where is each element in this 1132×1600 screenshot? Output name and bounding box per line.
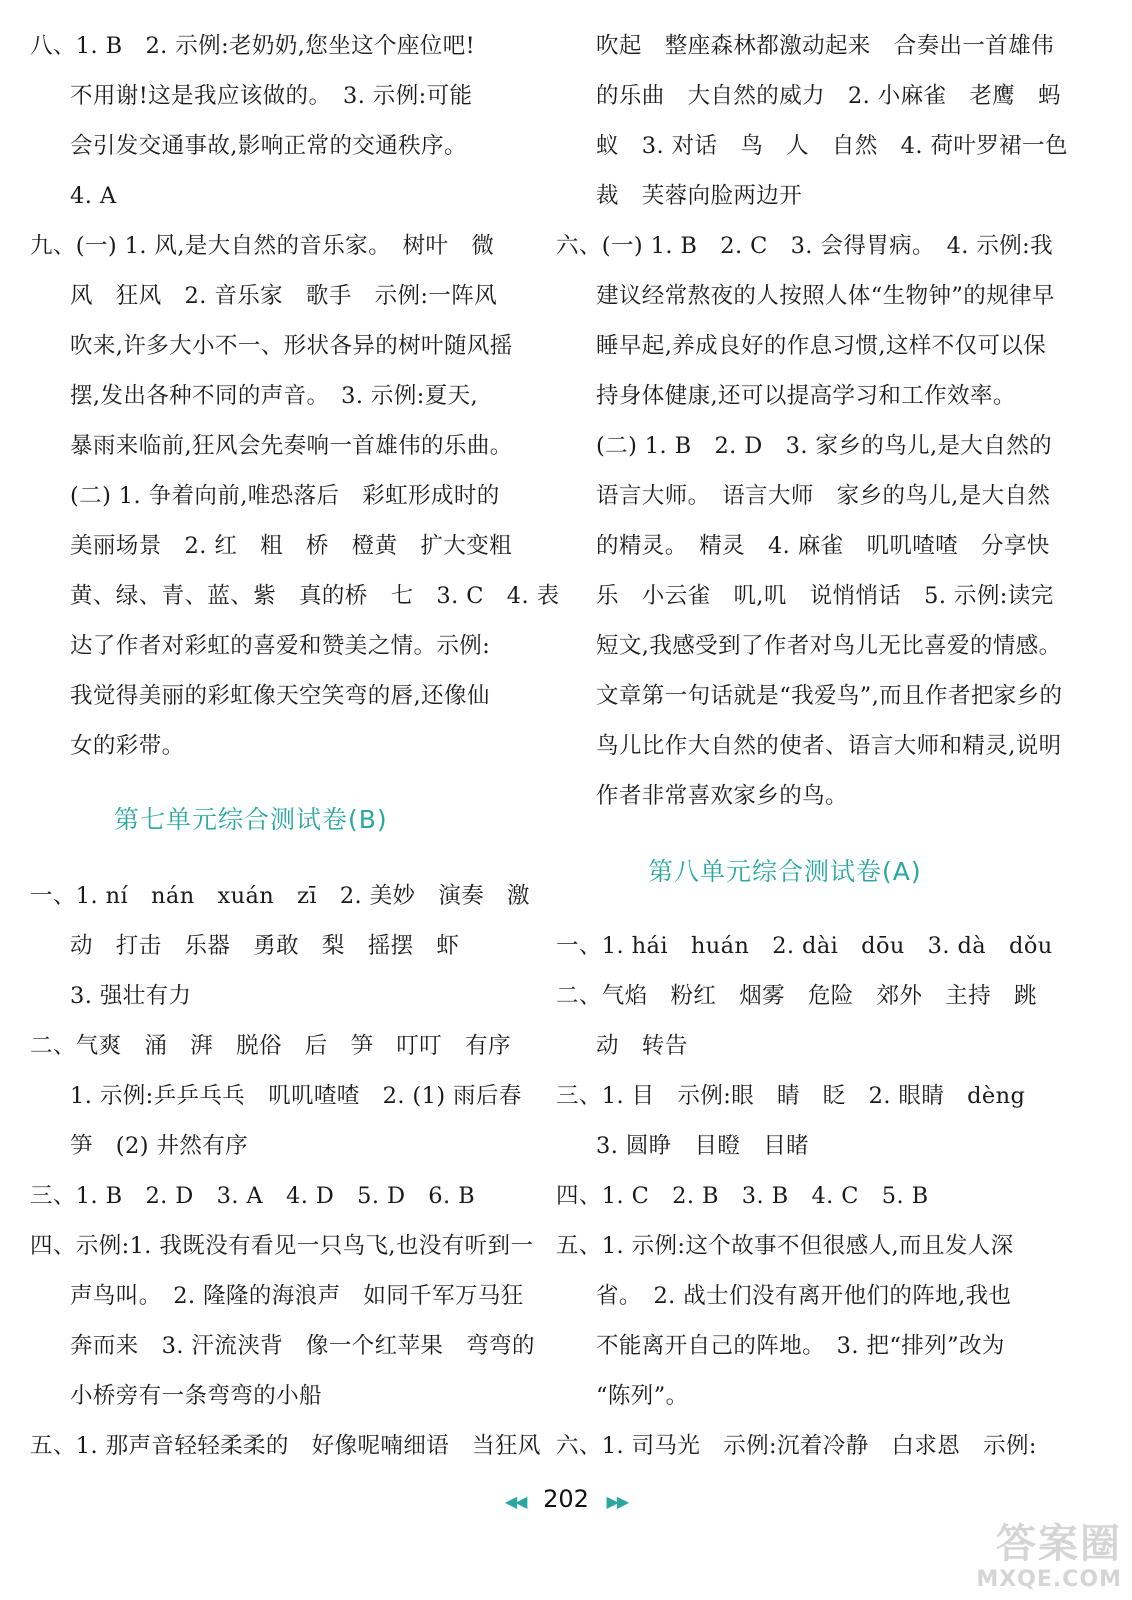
text-line: 持身体健康,还可以提高学习和工作效率。 xyxy=(596,383,1016,409)
text-line: 我觉得美丽的彩虹像天空笑弯的唇,还像仙 xyxy=(70,683,490,709)
text-line: 蚁 3. 对话 鸟 人 自然 4. 荷叶罗裙一色 xyxy=(596,133,1068,159)
text-line: 风 狂风 2. 音乐家 歌手 示例:一阵风 xyxy=(70,283,498,309)
text-line: 六、(一) 1. B 2. C 3. 会得胃病。 4. 示例:我 xyxy=(556,233,1054,259)
text-line: 美丽场景 2. 红 粗 桥 橙黄 扩大变粗 xyxy=(70,533,513,559)
text-line: 摆,发出各种不同的声音。 3. 示例:夏天, xyxy=(70,383,479,409)
watermark-top-text: 答案圈 xyxy=(996,1521,1122,1567)
text-line: 4. A xyxy=(70,183,117,209)
text-line: 鸟儿比作大自然的使者、语言大师和精灵,说明 xyxy=(596,733,1062,759)
prev-arrows-icon: ◀◀ xyxy=(504,1492,526,1511)
text-line: 小桥旁有一条弯弯的小船 xyxy=(70,1383,322,1409)
text-line: (二) 1. B 2. D 3. 家乡的鸟儿,是大自然的 xyxy=(596,433,1052,459)
section-heading-unit8-a: 第八单元综合测试卷(A) xyxy=(648,857,922,886)
text-line: 声鸟叫。 2. 隆隆的海浪声 如同千军万马狂 xyxy=(70,1283,524,1309)
text-line: 黄、绿、青、蓝、紫 真的桥 七 3. C 4. 表 xyxy=(70,583,560,609)
text-line: 笋 (2) 井然有序 xyxy=(70,1133,249,1159)
text-line: 女的彩带。 xyxy=(70,733,185,759)
text-line: 3. 强壮有力 xyxy=(70,983,192,1009)
text-line: 一、1. hái huán 2. dài dōu 3. dà dǒu xyxy=(556,933,1053,959)
text-line: 语言大师。 语言大师 家乡的鸟儿,是大自然 xyxy=(596,483,1051,509)
text-line: 乐 小云雀 叽,叽 说悄悄话 5. 示例:读完 xyxy=(596,583,1054,609)
text-line: 二、气焰 粉红 烟雾 危险 郊外 主持 跳 xyxy=(556,983,1037,1009)
text-line: 文章第一句话就是“我爱鸟”,而且作者把家乡的 xyxy=(596,683,1063,709)
text-line: 四、示例:1. 我既没有看见一只鸟飞,也没有听到一 xyxy=(30,1233,534,1259)
text-line: 短文,我感受到了作者对鸟儿无比喜爱的情感。 xyxy=(596,633,1062,659)
text-line: “陈列”。 xyxy=(596,1383,689,1409)
text-line: 三、1. B 2. D 3. A 4. D 5. D 6. B xyxy=(30,1183,476,1209)
text-line: 不能离开自己的阵地。 3. 把“排列”改为 xyxy=(596,1333,1005,1359)
text-line: 奔而来 3. 汗流浃背 像一个红苹果 弯弯的 xyxy=(70,1333,535,1359)
text-line: 裁 芙蓉向脸两边开 xyxy=(596,183,803,209)
text-line: 八、1. B 2. 示例:老奶奶,您坐这个座位吧! xyxy=(30,33,476,59)
watermark-logo xyxy=(952,1512,1122,1592)
text-line: 1. 示例:乒乒乓乓 叽叽喳喳 2. (1) 雨后春 xyxy=(70,1083,522,1109)
text-line: 的精灵。 精灵 4. 麻雀 叽叽喳喳 分享快 xyxy=(596,533,1050,559)
next-arrows-icon: ▶▶ xyxy=(606,1492,628,1511)
text-line: 五、1. 那声音轻轻柔柔的 好像呢喃细语 当狂风 xyxy=(30,1433,541,1459)
text-line: 吹来,许多大小不一、形状各异的树叶随风摇 xyxy=(70,333,513,359)
text-line: 省。 2. 战士们没有离开他们的阵地,我也 xyxy=(596,1283,1012,1309)
text-line: 建议经常熬夜的人按照人体“生物钟”的规律早 xyxy=(596,283,1055,309)
text-line: 会引发交通事故,影响正常的交通秩序。 xyxy=(70,133,467,159)
text-line: 五、1. 示例:这个故事不但很感人,而且发人深 xyxy=(556,1233,1014,1259)
text-line: 不用谢!这是我应该做的。 3. 示例:可能 xyxy=(70,83,473,109)
text-line: 三、1. 目 示例:眼 睛 眨 2. 眼睛 dèng xyxy=(556,1083,1026,1109)
section-heading-unit7-b: 第七单元综合测试卷(B) xyxy=(114,805,388,834)
text-line: 二、气爽 涌 湃 脱俗 后 笋 叮叮 有序 xyxy=(30,1033,511,1059)
page-number: 202 xyxy=(543,1485,589,1513)
text-line: 吹起 整座森林都激动起来 合奏出一首雄伟 xyxy=(596,33,1055,59)
text-line: 九、(一) 1. 风,是大自然的音乐家。 树叶 微 xyxy=(30,233,495,259)
text-line: 动 转告 xyxy=(596,1033,688,1059)
watermark-bottom-text: MXQE.COM xyxy=(976,1567,1122,1592)
text-line: 一、1. ní nán xuán zī 2. 美妙 演奏 激 xyxy=(30,883,530,909)
text-line: 达了作者对彩虹的喜爱和赞美之情。示例: xyxy=(70,633,491,659)
text-line: 六、1. 司马光 示例:沉着冷静 白求恩 示例: xyxy=(556,1433,1037,1459)
text-line: 暴雨来临前,狂风会先奏响一首雄伟的乐曲。 xyxy=(70,433,513,459)
text-line: 的乐曲 大自然的威力 2. 小麻雀 老鹰 蚂 xyxy=(596,83,1061,109)
text-line: 3. 圆睁 目瞪 目睹 xyxy=(596,1133,810,1159)
text-line: 睡早起,养成良好的作息习惯,这样不仅可以保 xyxy=(596,333,1047,359)
text-line: 四、1. C 2. B 3. B 4. C 5. B xyxy=(556,1183,929,1209)
text-line: 作者非常喜欢家乡的鸟。 xyxy=(596,783,848,809)
text-line: (二) 1. 争着向前,唯恐落后 彩虹形成时的 xyxy=(70,483,500,509)
text-line: 动 打击 乐器 勇敢 梨 摇摆 虾 xyxy=(70,933,460,959)
